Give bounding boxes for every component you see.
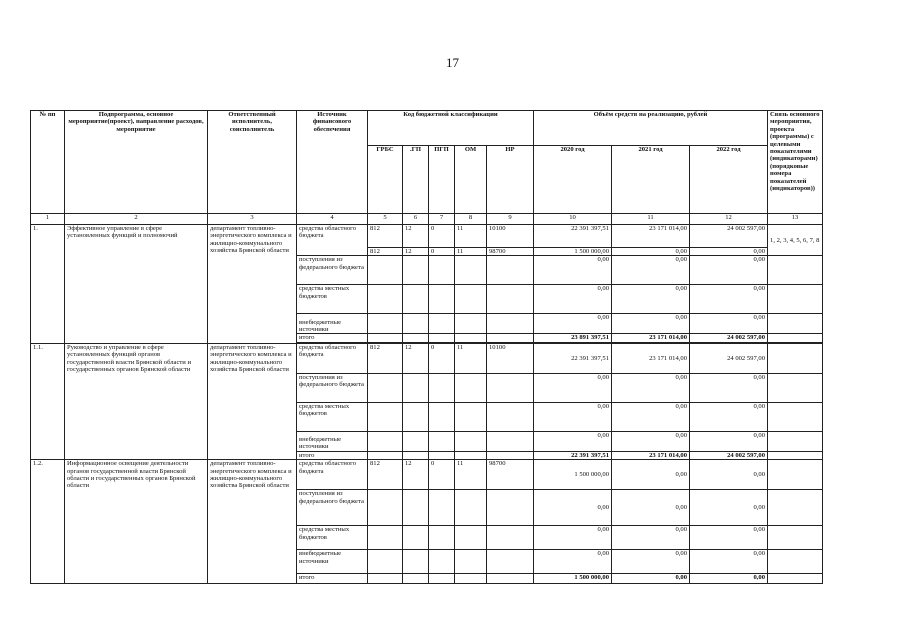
cell-2020: 0,00 bbox=[534, 256, 612, 285]
cell-gp: 12 bbox=[403, 248, 429, 256]
source-local: средства местных бюджетов bbox=[297, 526, 368, 550]
source-regional: средства областного бюджета bbox=[297, 343, 368, 373]
cell-om: 11 bbox=[455, 343, 487, 373]
header-2020: 2020 год bbox=[534, 146, 612, 214]
header-om: ОМ bbox=[455, 146, 487, 214]
cell-2022: 0,00 bbox=[690, 314, 768, 334]
cell-2020: 0,00 bbox=[534, 431, 612, 451]
cell-om: 11 bbox=[455, 225, 487, 248]
cell-2022: 0,00 bbox=[690, 373, 768, 402]
cell-2022: 0,00 bbox=[690, 550, 768, 574]
cell-pgp: 0 bbox=[429, 460, 455, 490]
colnum: 7 bbox=[429, 214, 455, 225]
row-name: Руководство и управление в сфере установленных функций органов государственной власти Брянской области и государственных органов Брянской области bbox=[65, 343, 208, 459]
cell-2022: 24 002 597,00 bbox=[690, 225, 768, 248]
source-federal: поступления из федерального бюджета bbox=[297, 256, 368, 285]
source-regional: средства областного бюджета bbox=[297, 225, 368, 256]
header-volume: Объём средств на реализацию, рублей bbox=[534, 111, 768, 146]
cell-2022: 0,00 bbox=[690, 460, 768, 490]
cell-2022: 0,00 bbox=[690, 256, 768, 285]
cell-nr: 10100 bbox=[487, 225, 534, 248]
colnum: 4 bbox=[297, 214, 368, 225]
cell-2021: 23 171 014,00 bbox=[612, 225, 690, 248]
header-2022: 2022 год bbox=[690, 146, 768, 214]
source-total: итого bbox=[297, 574, 368, 584]
cell-nr: 98700 bbox=[487, 248, 534, 256]
cell-gp: 12 bbox=[403, 225, 429, 248]
row-responsible: департамент топливно-энергетического комплекса и жилищно-коммунального хозяйства Брянской области bbox=[208, 225, 297, 344]
row-number: 1. bbox=[31, 225, 65, 344]
cell-2020: 22 391 397,51 bbox=[534, 225, 612, 248]
colnum: 11 bbox=[612, 214, 690, 225]
cell-2020: 0,00 bbox=[534, 526, 612, 550]
row-number: 1.2. bbox=[31, 460, 65, 584]
cell-2020: 0,00 bbox=[534, 550, 612, 574]
total-2022: 0,00 bbox=[690, 574, 768, 584]
cell-2022: 0,00 bbox=[690, 526, 768, 550]
source-local: средства местных бюджетов bbox=[297, 402, 368, 431]
cell-2021: 0,00 bbox=[612, 526, 690, 550]
cell-indicator-link: 1, 2, 3, 4, 5, 6, 7, 8 bbox=[768, 225, 823, 256]
source-extra: внебюджетные источники bbox=[297, 431, 368, 451]
cell-2020: 0,00 bbox=[534, 314, 612, 334]
cell-2021: 0,00 bbox=[612, 373, 690, 402]
source-total: итого bbox=[297, 451, 368, 459]
source-regional: средства областного бюджета bbox=[297, 460, 368, 490]
cell-om: 11 bbox=[455, 248, 487, 256]
cell-2021: 0,00 bbox=[612, 314, 690, 334]
source-local: средства местных бюджетов bbox=[297, 285, 368, 314]
header-2021: 2021 год bbox=[612, 146, 690, 214]
cell-grbs: 812 bbox=[368, 225, 403, 248]
source-extra: внебюджетные источники bbox=[297, 314, 368, 334]
source-federal: поступления из федерального бюджета bbox=[297, 373, 368, 402]
header-indicator-link: Связь основного мероприятия, проекта (программы) с целевыми показателями (индикаторами) (порядковые номера показателей (индикаторов)) bbox=[768, 111, 823, 214]
row-responsible: департамент топливно-энергетического комплекса и жилищно-коммунального хозяйства Брянской области bbox=[208, 460, 297, 584]
table-row bbox=[31, 460, 823, 490]
cell-2022: 0,00 bbox=[690, 402, 768, 431]
total-2022: 24 002 597,00 bbox=[690, 334, 768, 342]
cell-pgp: 0 bbox=[429, 343, 455, 373]
cell-2021: 0,00 bbox=[612, 285, 690, 314]
colnum: 9 bbox=[487, 214, 534, 225]
row-name: Информационное освещение деятельности органов государственной власти Брянской области и государственных органов Брянской области bbox=[65, 460, 208, 584]
cell-2021: 0,00 bbox=[612, 402, 690, 431]
total-2020: 23 891 397,51 bbox=[534, 334, 612, 342]
total-2020: 22 391 397,51 bbox=[534, 451, 612, 459]
header-budget-code: Код бюджетной классификации bbox=[368, 111, 534, 146]
source-extra: внебюджетные источники bbox=[297, 550, 368, 574]
cell-2021: 0,00 bbox=[612, 248, 690, 256]
header-name: Подпрограмма, основное мероприятие(проект), направление расходов, мероприятие bbox=[65, 111, 208, 214]
total-2022: 24 002 597,00 bbox=[690, 451, 768, 459]
colnum: 1 bbox=[31, 214, 65, 225]
row-number: 1.1. bbox=[31, 343, 65, 459]
cell-gp: 12 bbox=[403, 460, 429, 490]
colnum: 12 bbox=[690, 214, 768, 225]
colnum: 13 bbox=[768, 214, 823, 225]
cell-2021: 0,00 bbox=[612, 431, 690, 451]
row-responsible: департамент топливно-энергетического комплекса и жилищно-коммунального хозяйства Брянской области bbox=[208, 343, 297, 459]
cell-2020: 1 500 000,00 bbox=[534, 248, 612, 256]
total-2021: 23 171 014,00 bbox=[612, 451, 690, 459]
budget-table bbox=[30, 110, 823, 584]
cell-2022: 0,00 bbox=[690, 490, 768, 526]
cell-2021: 0,00 bbox=[612, 550, 690, 574]
table-row bbox=[31, 225, 823, 248]
header-pgp: ПГП bbox=[429, 146, 455, 214]
cell-2022: 0,00 bbox=[690, 431, 768, 451]
cell-2020: 1 500 000,00 bbox=[534, 460, 612, 490]
cell-gp: 12 bbox=[403, 343, 429, 373]
source-federal: поступления из федерального бюджета bbox=[297, 490, 368, 526]
colnum: 8 bbox=[455, 214, 487, 225]
cell-nr: 10100 bbox=[487, 343, 534, 373]
cell-2022: 0,00 bbox=[690, 248, 768, 256]
cell-2021: 0,00 bbox=[612, 490, 690, 526]
cell-2022: 0,00 bbox=[690, 285, 768, 314]
cell-2020: 0,00 bbox=[534, 285, 612, 314]
cell-2021: 0,00 bbox=[612, 460, 690, 490]
cell-grbs: 812 bbox=[368, 460, 403, 490]
cell-2020: 0,00 bbox=[534, 402, 612, 431]
cell-grbs: 812 bbox=[368, 343, 403, 373]
cell-2021: 23 171 014,00 bbox=[612, 343, 690, 373]
colnum: 3 bbox=[208, 214, 297, 225]
cell-2020: 0,00 bbox=[534, 490, 612, 526]
colnum: 5 bbox=[368, 214, 403, 225]
total-2021: 0,00 bbox=[612, 574, 690, 584]
header-no: № пп bbox=[31, 111, 65, 214]
page-number: 17 bbox=[446, 55, 459, 70]
cell-2021: 0,00 bbox=[612, 256, 690, 285]
row-name: Эффективное управление в сфере установленных функций и полномочий bbox=[65, 225, 208, 344]
cell-om: 11 bbox=[455, 460, 487, 490]
cell-pgp: 0 bbox=[429, 225, 455, 248]
total-2021: 23 171 014,00 bbox=[612, 334, 690, 342]
colnum: 6 bbox=[403, 214, 429, 225]
cell-pgp: 0 bbox=[429, 248, 455, 256]
header-nr: НР bbox=[487, 146, 534, 214]
cell-nr: 98700 bbox=[487, 460, 534, 490]
header-source: Источник финансового обеспечения bbox=[297, 111, 368, 214]
cell-2020: 0,00 bbox=[534, 373, 612, 402]
cell-grbs: 812 bbox=[368, 248, 403, 256]
total-2020: 1 500 000,00 bbox=[534, 574, 612, 584]
cell-2022: 24 002 597,00 bbox=[690, 343, 768, 373]
source-total: итого bbox=[297, 334, 368, 342]
header-responsible: Ответственный исполнитель, соисполнитель bbox=[208, 111, 297, 214]
column-numbers-row bbox=[31, 214, 823, 225]
cell-2020: 22 391 397,51 bbox=[534, 343, 612, 373]
header-gp: .ГП bbox=[403, 146, 429, 214]
colnum: 10 bbox=[534, 214, 612, 225]
table-row bbox=[31, 343, 823, 373]
colnum: 2 bbox=[65, 214, 208, 225]
header-grbs: ГРБС bbox=[368, 146, 403, 214]
